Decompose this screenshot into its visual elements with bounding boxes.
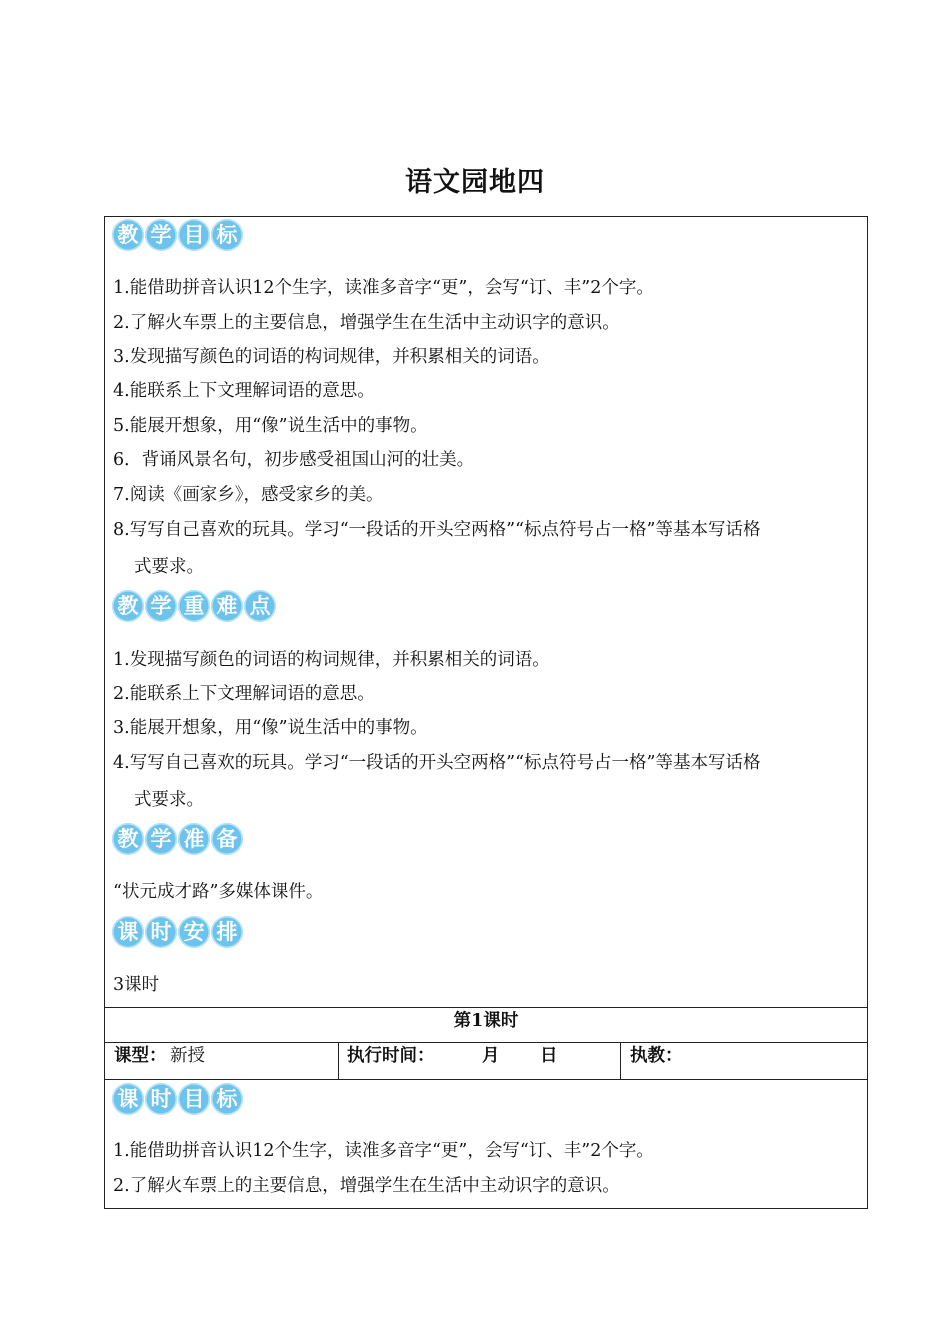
badge-char: 时 <box>145 916 177 948</box>
badge-char: 难 <box>211 590 243 622</box>
keypoint-item: 4.写写自己喜欢的玩具。学习“一段话的开头空两格”“标点符号占一格”等基本写话格 <box>113 753 761 773</box>
row-divider <box>104 1079 868 1080</box>
row-divider <box>104 1042 868 1043</box>
badge-char: 教 <box>112 823 144 855</box>
badge-char: 教 <box>112 590 144 622</box>
exec-time-label: 执行时间： <box>347 1046 435 1066</box>
day-label: 日 <box>540 1046 558 1066</box>
teacher-label: 执教： <box>630 1046 683 1066</box>
lesson-header: 第1课时 <box>453 1011 519 1031</box>
goal-item: 1.能借助拼音认识12个生字，读准多音字“更”，会写“订、丰”2个字。 <box>113 278 654 298</box>
cell-divider <box>338 1042 339 1079</box>
goals-badge <box>112 219 243 251</box>
schedule-badge <box>112 916 243 948</box>
goal-item-continued: 式要求。 <box>134 557 204 577</box>
badge-char: 点 <box>244 590 276 622</box>
badge-char: 教 <box>112 219 144 251</box>
goal-item: 5.能展开想象，用“像”说生活中的事物。 <box>113 416 428 436</box>
badge-char: 学 <box>145 823 177 855</box>
lesson-type-label: 课型： <box>114 1046 167 1066</box>
goal-item: 2.了解火车票上的主要信息，增强学生在生活中主动识字的意识。 <box>113 313 620 333</box>
badge-char: 学 <box>145 590 177 622</box>
schedule-item: 3课时 <box>113 975 160 995</box>
lesson-goal-item: 2.了解火车票上的主要信息，增强学生在生活中主动识字的意识。 <box>113 1176 620 1196</box>
badge-char: 备 <box>211 823 243 855</box>
badge-char: 安 <box>178 916 210 948</box>
goal-item: 7.阅读《画家乡》，感受家乡的美。 <box>113 485 384 505</box>
badge-char: 课 <box>112 1083 144 1115</box>
page-title: 语文园地四 <box>405 167 545 198</box>
prep-badge <box>112 823 243 855</box>
goal-item: 4.能联系上下文理解词语的意思。 <box>113 381 375 401</box>
prep-item: “状元成才路”多媒体课件。 <box>113 882 324 902</box>
keypoint-item: 1.发现描写颜色的词语的构词规律，并积累相关的词语。 <box>113 650 550 670</box>
lesson-goal-item: 1.能借助拼音认识12个生字，读准多音字“更”，会写“订、丰”2个字。 <box>113 1141 654 1161</box>
badge-char: 标 <box>211 1083 243 1115</box>
goal-item: 8.写写自己喜欢的玩具。学习“一段话的开头空两格”“标点符号占一格”等基本写话格 <box>113 520 761 540</box>
badge-char: 课 <box>112 916 144 948</box>
badge-char: 重 <box>178 590 210 622</box>
row-divider <box>104 1007 868 1008</box>
keypoint-item: 3.能展开想象，用“像”说生活中的事物。 <box>113 718 428 738</box>
keypoints-badge <box>112 590 276 622</box>
lesson-goals-badge <box>112 1083 243 1115</box>
goal-item: 6．背诵风景名句，初步感受祖国山河的壮美。 <box>113 450 475 470</box>
lesson-type-value: 新授 <box>170 1046 205 1066</box>
badge-char: 准 <box>178 823 210 855</box>
keypoint-item: 2.能联系上下文理解词语的意思。 <box>113 684 375 704</box>
keypoint-item-continued: 式要求。 <box>134 790 204 810</box>
goal-item: 3.发现描写颜色的词语的构词规律，并积累相关的词语。 <box>113 347 550 367</box>
cell-divider <box>620 1042 621 1079</box>
badge-char: 目 <box>178 219 210 251</box>
badge-char: 排 <box>211 916 243 948</box>
badge-char: 标 <box>211 219 243 251</box>
badge-char: 时 <box>145 1083 177 1115</box>
badge-char: 学 <box>145 219 177 251</box>
month-label: 月 <box>482 1046 500 1066</box>
badge-char: 目 <box>178 1083 210 1115</box>
